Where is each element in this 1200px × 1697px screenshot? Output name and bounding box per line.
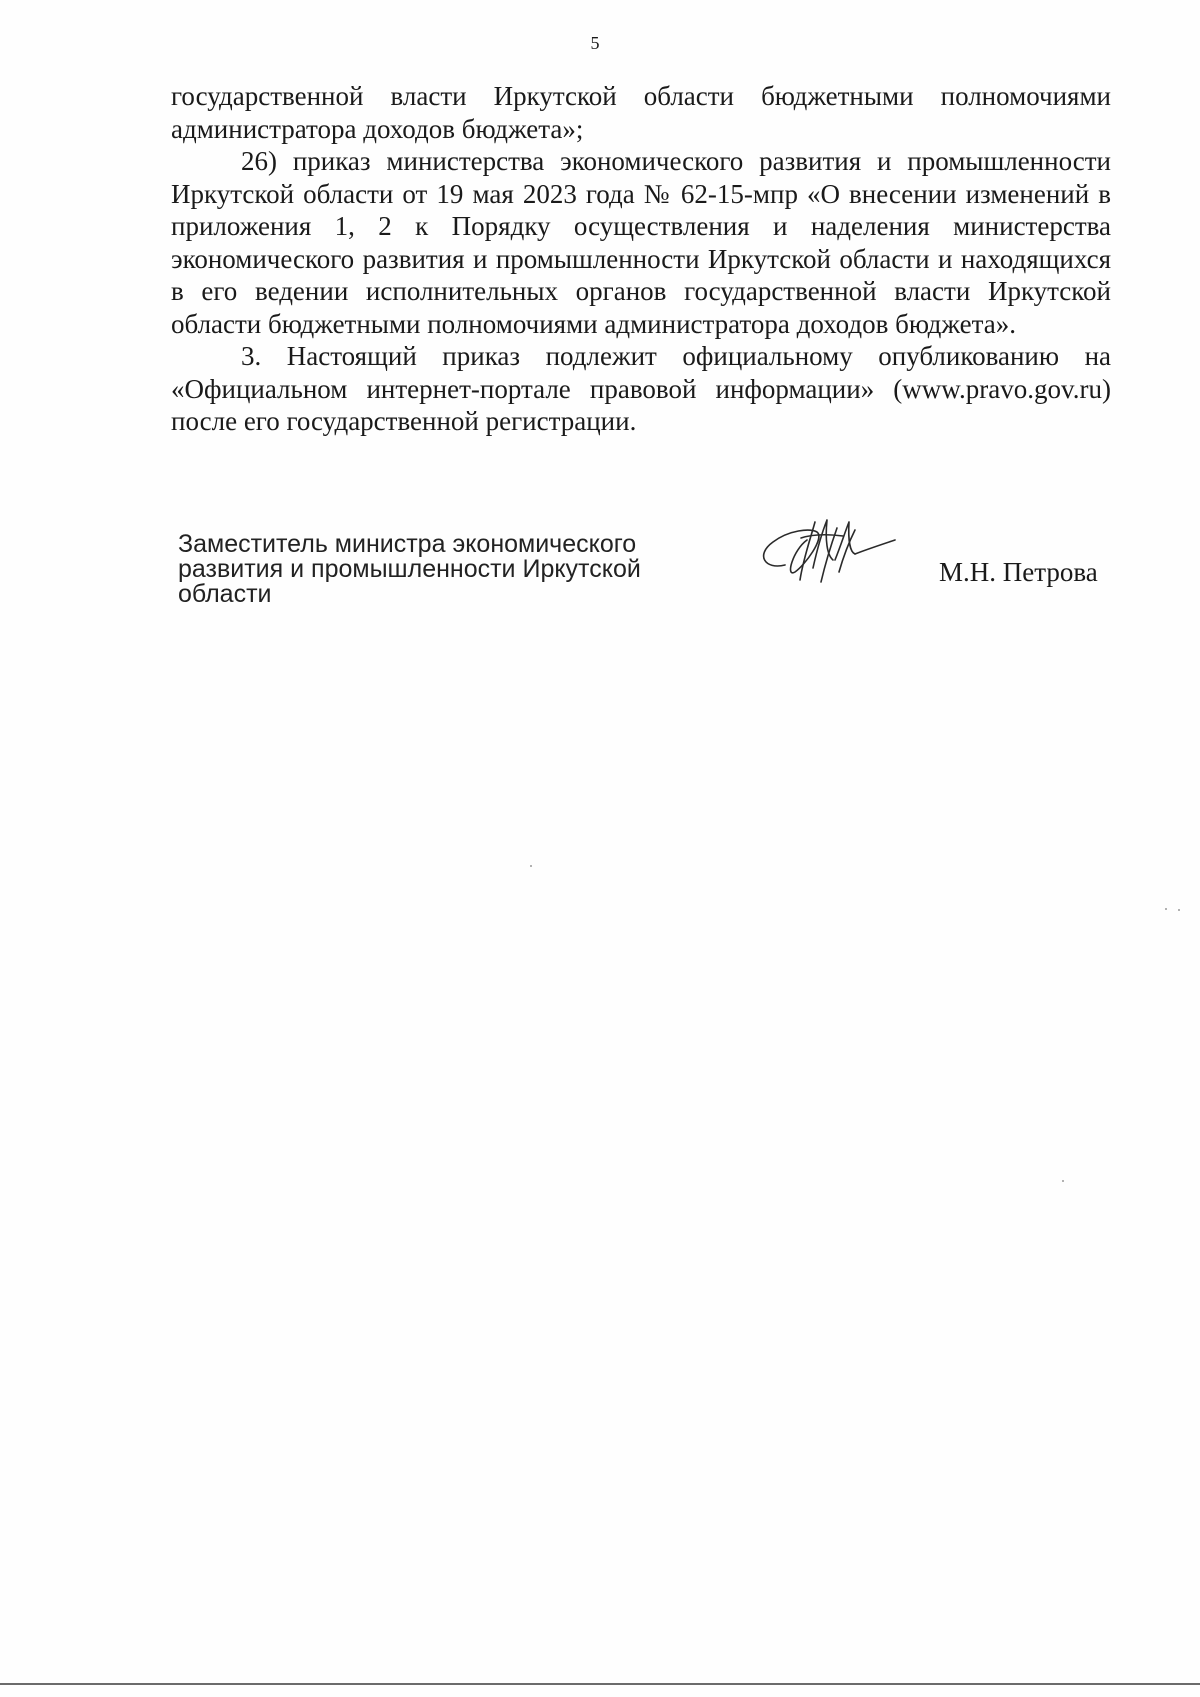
page-number: 5 bbox=[590, 33, 600, 53]
signatory-position-line: области bbox=[178, 580, 272, 608]
handwritten-signature bbox=[755, 510, 915, 595]
paragraph-item-3: 3. Настоящий приказ подлежит официальному опубликованию на «Официальном интернет-портале правовой информации» (www.pravo.gov.ru) после его государственной регистрации. bbox=[171, 341, 1111, 436]
scan-speck bbox=[1062, 1180, 1064, 1182]
document-body bbox=[171, 80, 1111, 438]
paragraph-item-26: 26) приказ министерства экономического развития и промышленности Иркутской области от 19 мая 2023 года № 62-15-мпр «О внесении изменений в приложения 1, 2 к Порядку осуществления и наделения министерства экономического развития и промышленности Иркутской области и находящихся в его ведении исполнительных органов государственной власти Иркутской области бюджетными полномочиями администратора доходов бюджета». bbox=[171, 146, 1111, 339]
scan-speck bbox=[1178, 909, 1180, 911]
scan-bottom-edge bbox=[0, 1683, 1200, 1685]
scan-speck bbox=[530, 865, 532, 867]
paragraph-continuation: государственной власти Иркутской области бюджетными полномочиями администратора доходов бюджета»; bbox=[171, 81, 1111, 144]
signatory-name: М.Н. Петрова bbox=[939, 557, 1098, 587]
signatory-position-line: развития и промышленности Иркутской bbox=[178, 555, 641, 583]
scan-speck bbox=[1165, 908, 1167, 910]
signatory-position bbox=[178, 532, 678, 607]
signatory-position-line: Заместитель министра экономического bbox=[178, 530, 637, 558]
